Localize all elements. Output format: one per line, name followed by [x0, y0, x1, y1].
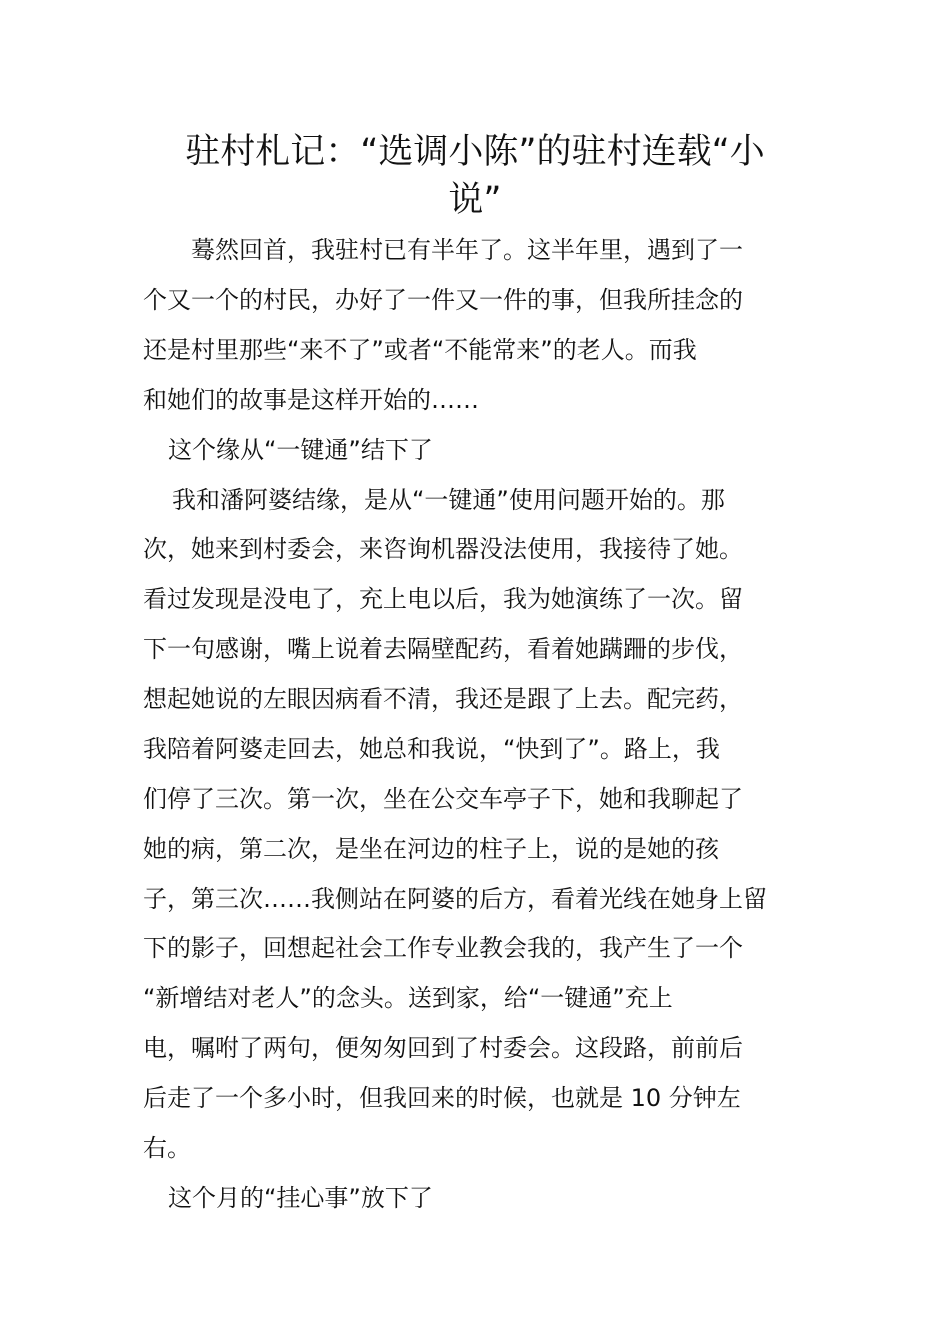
- paragraph-line: “新增结对老人”的念头。送到家，给“一键通”充上: [143, 984, 673, 1012]
- paragraph-line: 蓦然回首，我驻村已有半年了。这半年里，遇到了一: [143, 236, 743, 264]
- paragraph-line: 想起她说的左眼因病看不清，我还是跟了上去。配完药，: [143, 685, 743, 713]
- paragraph-line: 电，嘱咐了两句，便匆匆回到了村委会。这段路，前前后: [143, 1034, 743, 1062]
- paragraph-line: 她的病，第二次，是坐在河边的柱子上，说的是她的孩: [143, 835, 719, 863]
- paragraph-line: 右。: [143, 1134, 191, 1162]
- paragraph-line: 次，她来到村委会，来咨询机器没法使用，我接待了她。: [143, 535, 743, 563]
- paragraph-line: 们停了三次。第一次，坐在公交车亭子下，她和我聊起了: [143, 785, 743, 813]
- paragraph-line: 下的影子，回想起社会工作专业教会我的，我产生了一个: [143, 934, 743, 962]
- document-title: [143, 128, 807, 224]
- title-line-2: 说”: [448, 180, 502, 220]
- paragraph-line: 还是村里那些“来不了”或者“不能常来”的老人。而我: [143, 336, 697, 364]
- section-heading: 这个缘从“一键通”结下了: [168, 436, 433, 464]
- title-line-1: 驻村札记：“选调小陈”的驻村连载“小: [185, 132, 765, 172]
- paragraph-line: 看过发现是没电了，充上电以后，我为她演练了一次。留: [143, 585, 743, 613]
- paragraph-line: 下一句感谢，嘴上说着去隔壁配药，看着她蹒跚的步伐，: [143, 635, 743, 663]
- paragraph-line: 我陪着阿婆走回去，她总和我说，“快到了”。路上，我: [143, 735, 720, 763]
- paragraph-line: 后走了一个多小时，但我回来的时候，也就是 10 分钟左: [143, 1084, 741, 1112]
- paragraph-line: 和她们的故事是这样开始的……: [143, 386, 479, 414]
- section-heading: 这个月的“挂心事”放下了: [168, 1184, 433, 1212]
- paragraph-line: 个又一个的村民，办好了一件又一件的事，但我所挂念的: [143, 286, 743, 314]
- paragraph-line: 子，第三次……我侧站在阿婆的后方，看着光线在她身上留: [143, 885, 767, 913]
- paragraph-line: 我和潘阿婆结缘，是从“一键通”使用问题开始的。那: [172, 486, 725, 514]
